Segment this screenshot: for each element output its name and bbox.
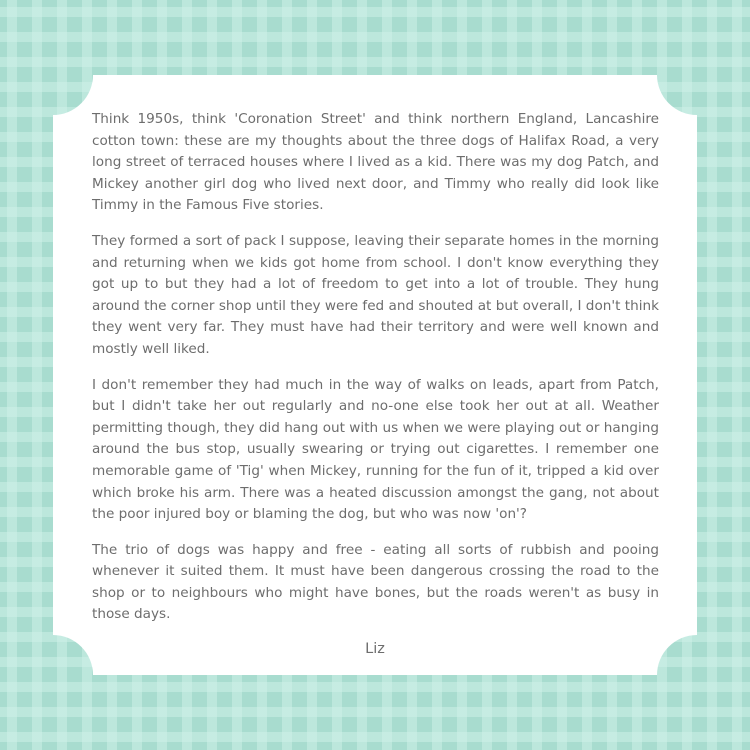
story-paragraph-1: Think 1950s, think 'Coronation Street' and think northern England, Lancashire cotton town: these are my thoughts about the three dogs of Halifax Road, a very long street of terraced houses where I lived as a kid. There was my dog Patch, and Mickey another girl dog who lived next door, and Timmy who really did look like Timmy in the Famous Five stories.: [92, 111, 659, 214]
story-paragraph-3: I don't remember they had much in the way of walks on leads, apart from Patch, but I didn't take her out regularly and no-one else took her out at all. Weather permitting though, they did hang out with us when we were playing out or hanging around the bus stop, usually swearing or trying out cigarettes. I remember one memorable game of 'Tig' when Mickey, running for the fun of it, tripped a kid over which broke his arm. There was a heated discussion amongst the gang, not about the poor injured boy or blaming the dog, but who was now 'on'?: [92, 376, 659, 523]
author-signature: Liz: [365, 641, 385, 657]
story-card: [53, 75, 697, 675]
corner-notch-top-left: [13, 35, 93, 115]
corner-notch-top-right: [657, 35, 737, 115]
story-paragraph-4: The trio of dogs was happy and free - eating all sorts of rubbish and pooing whenever it suited them. It must have been dangerous crossing the road to the shop or to neighbours who might have bones, but the roads weren't as busy in those days.: [92, 541, 659, 623]
story-paragraph-2: They formed a sort of pack I suppose, leaving their separate homes in the morning and returning when we kids got home from school. I don't know everything they got up to but they had a lot of freedom to get into a lot of trouble. They hung around the corner shop until they were fed and shouted at but overall, I don't think they went very far. They must have had their territory and were well known and mostly well liked.: [92, 232, 659, 357]
